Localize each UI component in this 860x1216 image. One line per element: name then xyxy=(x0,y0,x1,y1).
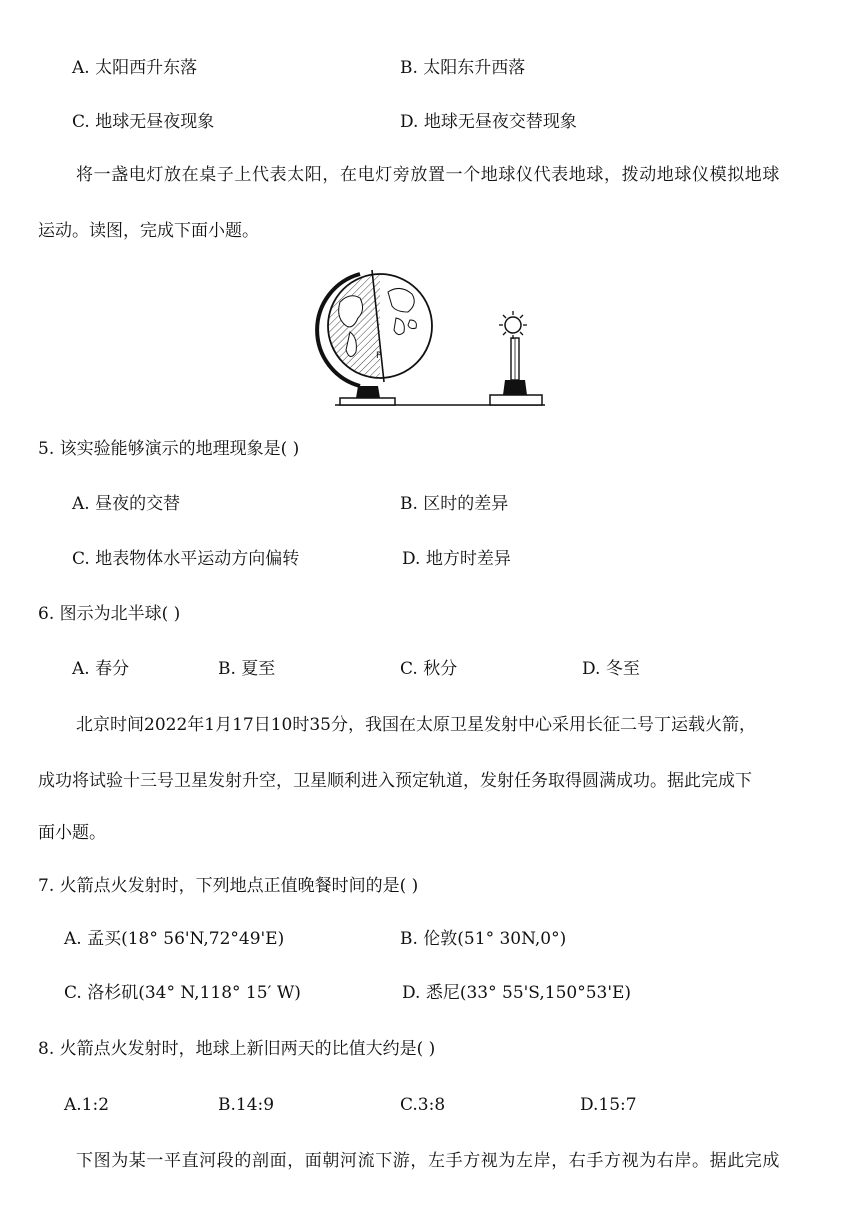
globe-and-lamp-diagram xyxy=(300,262,550,412)
q6-stem: 6. 图示为北半球( ) xyxy=(38,604,181,624)
q6-option-a: A. 春分 xyxy=(72,659,130,679)
q8-option-b: B.14:9 xyxy=(218,1095,275,1115)
q6-option-c: C. 秋分 xyxy=(400,659,458,679)
q7-stem: 7. 火箭点火发射时，下列地点正值晚餐时间的是( ) xyxy=(38,876,419,896)
q8-stem: 8. 火箭点火发射时，地球上新旧两天的比值大约是( ) xyxy=(38,1039,436,1059)
continent-shape xyxy=(408,320,416,329)
q8-option-a: A.1:2 xyxy=(64,1095,110,1115)
globe-stand xyxy=(356,386,380,398)
globe-point-label: P xyxy=(376,351,382,361)
intro3-line1: 下图为某一平直河段的剖面，面朝河流下游，左手方视为左岸，右手方视为右岸。据此完成 xyxy=(76,1151,780,1171)
q7-option-b: B. 伦敦(51° 30N,0°) xyxy=(400,929,567,949)
q7-option-c: C. 洛杉矶(34° N,118° 15′ W) xyxy=(64,983,301,1003)
intro1-line2: 运动。读图，完成下面小题。 xyxy=(38,221,259,241)
intro2-line2: 成功将试验十三号卫星发射升空，卫星顺利进入预定轨道，发射任务取得圆满成功。据此完成下 xyxy=(38,771,752,791)
intro1-line1: 将一盏电灯放在桌子上代表太阳，在电灯旁放置一个地球仪代表地球，拨动地球仪模拟地球 xyxy=(76,165,780,185)
q8-option-d: D.15:7 xyxy=(580,1095,637,1115)
q7-option-a: A. 孟买(18° 56'N,72°49'E) xyxy=(64,929,285,949)
q5-stem: 5. 该实验能够演示的地理现象是( ) xyxy=(38,439,300,459)
intro2-line1: 北京时间2022年1月17日10时35分，我国在太原卫星发射中心采用长征二号丁运载火箭， xyxy=(76,715,756,735)
q5-option-a: A. 昼夜的交替 xyxy=(72,494,181,514)
q7-option-d: D. 悉尼(33° 55'S,150°53'E) xyxy=(402,983,632,1003)
q4-option-b: B. 太阳东升西落 xyxy=(400,58,526,78)
lamp-base xyxy=(490,395,542,405)
q8-option-c: C.3:8 xyxy=(400,1095,446,1115)
lamp-stand xyxy=(503,380,527,395)
sun-icon xyxy=(505,317,521,333)
q4-option-c: C. 地球无昼夜现象 xyxy=(72,112,215,132)
globe-base xyxy=(340,398,395,405)
q4-option-d: D. 地球无昼夜交替现象 xyxy=(400,112,577,132)
q5-option-c: C. 地表物体水平运动方向偏转 xyxy=(72,549,300,569)
q5-option-b: B. 区时的差异 xyxy=(400,494,509,514)
q6-option-d: D. 冬至 xyxy=(582,659,640,679)
q6-option-b: B. 夏至 xyxy=(218,659,276,679)
q4-option-a: A. 太阳西升东落 xyxy=(72,58,198,78)
q5-option-d: D. 地方时差异 xyxy=(402,549,511,569)
intro2-line3: 面小题。 xyxy=(38,823,106,843)
